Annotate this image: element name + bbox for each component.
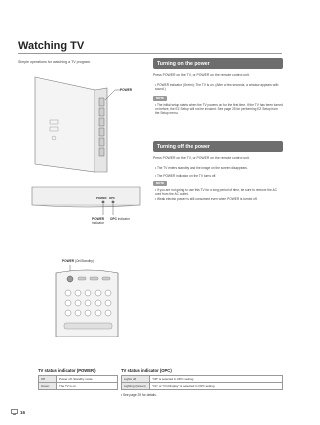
panel-opc-label: OPC: [109, 196, 116, 200]
remote-power-label: [62, 259, 94, 263]
power-indicator-label: [92, 217, 104, 225]
opc-indicator-label: [110, 217, 130, 221]
turning-off-heading: Turning off the power: [153, 141, 283, 152]
turning-off-note-2: • Weak electric power is still consumed even when POWER is turned off.: [155, 197, 258, 201]
opc-table-title: TV status indicator (OPC): [121, 368, 172, 373]
page-number: 16: [20, 410, 26, 415]
table-row: [122, 376, 283, 383]
remote-power-title: POWER: [62, 259, 75, 263]
power-status-table: [38, 375, 118, 390]
panel-power-label: POWER: [96, 196, 107, 200]
turning-on-note-1: • The initial setup starts when the TV powers on for the first time. If the TV has been turned on before, the EZ Setup will not be invoked. See page 25 for performing EZ Setup from the Setup menu.: [155, 103, 283, 116]
opc-status-value: "Off" is selected in OPC setting.: [150, 376, 283, 383]
power-indicator-sub: indicator: [92, 221, 105, 225]
power-status-value: The TV is on.: [57, 383, 118, 390]
tv-icon: [11, 409, 18, 415]
opc-footnote: • See page 29 for details.: [121, 393, 157, 397]
power-status-value: Power off, Standby mode: [57, 376, 118, 383]
turning-off-bullet-1: • The TV enters standby and the image on the screen disappears.: [155, 166, 248, 170]
intro-text: Simple operations for watching a TV program.: [18, 60, 92, 64]
table-row: [39, 376, 118, 383]
opc-status-table: [121, 375, 283, 390]
turning-off-bullet-2: • The POWER indicator on the TV turns off.: [155, 174, 217, 178]
remote-power-sub: (On/Standby): [74, 259, 94, 263]
turning-off-body: Press POWER on the TV, or POWER on the remote control unit.: [153, 156, 250, 160]
page-title: Watching TV: [18, 40, 85, 52]
turning-on-body: Press POWER on the TV, or POWER on the remote control unit.: [153, 73, 250, 77]
table-row: [122, 383, 283, 390]
opc-status-value: "On" or "On:Display" is selected in OPC setting.: [150, 383, 283, 390]
power-table-title: TV status indicator (POWER): [38, 368, 96, 373]
turning-off-note-1: • If you are not going to use this TV for a long period of time, be sure to remove the AC cord from the AC outlet.: [155, 188, 277, 197]
title-divider: [18, 53, 282, 54]
turning-off-note-tag: NOTE: [153, 181, 167, 186]
turning-on-note-tag: NOTE: [153, 96, 167, 101]
opc-status-key: Lighting (Green): [122, 383, 150, 390]
turning-on-heading: Turning on the power: [153, 58, 283, 69]
opc-status-key: Lights off: [122, 376, 150, 383]
power-button-label: POWER: [120, 88, 133, 92]
opc-indicator-sub: indicator: [117, 217, 130, 221]
turning-on-bullet-1: • POWER indicator (Green): The TV is on. (After a few seconds, a window appears with sound.): [155, 83, 279, 92]
power-status-key: Off: [39, 376, 57, 383]
power-indicator-title: POWER: [92, 217, 105, 221]
opc-indicator-title: OPC: [110, 217, 117, 221]
tv-front-panel-illustration: [30, 185, 145, 230]
power-status-key: Green: [39, 383, 57, 390]
table-row: [39, 383, 118, 390]
remote-control-illustration: [50, 265, 125, 337]
